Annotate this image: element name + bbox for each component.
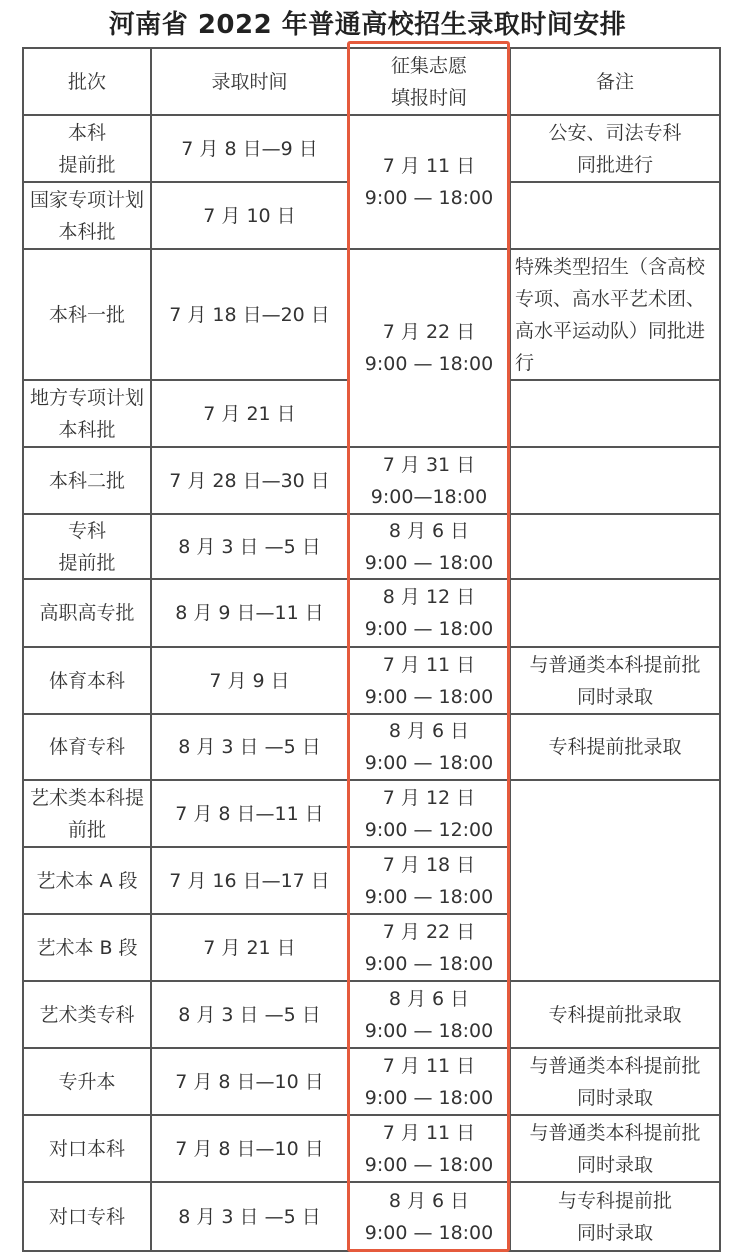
admission-cell: 8 月 9 日—11 日 [175, 602, 324, 624]
batch-cell: 专科 提前批 [58, 519, 116, 574]
admission-cell: 7 月 8 日—10 日 [175, 1070, 324, 1093]
solicit-cell: 7 月 11 日 9:00 — 18:00 [364, 1054, 494, 1109]
solicit-cell: 7 月 31 日 9:00—18:00 [370, 453, 488, 508]
header-solicit-time: 征集志愿 填报时间 [390, 54, 467, 109]
batch-cell: 艺术本 B 段 [36, 936, 138, 959]
solicit-cell: 8 月 12 日 9:00 — 18:00 [364, 586, 494, 640]
admission-cell: 8 月 3 日 —5 日 [178, 1205, 321, 1228]
remark-cell: 专科提前批录取 [548, 1003, 682, 1026]
header-batch: 批次 [67, 70, 106, 93]
remark-cell [511, 183, 719, 248]
grid-line [22, 181, 349, 183]
grid-line [509, 181, 721, 183]
solicit-cell: 7 月 22 日 9:00 — 18:00 [364, 321, 494, 375]
solicit-cell: 7 月 11 日 9:00 — 18:00 [364, 1121, 494, 1176]
grid-line [509, 379, 721, 381]
grid-line [719, 47, 721, 1252]
header-admission-time: 录取时间 [211, 70, 288, 93]
admission-cell: 8 月 3 日 —5 日 [178, 1003, 321, 1026]
batch-cell: 本科一批 [48, 303, 125, 326]
batch-cell: 地方专项计划 本科批 [29, 386, 144, 441]
batch-cell: 专升本 [58, 1070, 116, 1093]
solicit-cell: 7 月 22 日 9:00 — 18:00 [364, 920, 494, 975]
admission-cell: 7 月 21 日 [203, 936, 296, 959]
batch-cell: 艺术本 A 段 [36, 869, 138, 892]
batch-cell: 高职高专批 [39, 602, 135, 624]
batch-cell: 艺术类本科提 前批 [29, 786, 144, 841]
batch-cell: 对口本科 [48, 1137, 125, 1160]
remark-cell [511, 515, 719, 578]
solicit-cell: 7 月 11 日 9:00 — 18:00 [364, 155, 494, 209]
solicit-cell: 8 月 6 日 9:00 — 18:00 [364, 519, 494, 574]
solicit-cell: 7 月 11 日 9:00 — 18:00 [364, 653, 494, 708]
remark-cell: 与专科提前批 同时录取 [557, 1189, 672, 1244]
admission-cell: 7 月 8 日—9 日 [181, 137, 318, 160]
solicit-cell: 7 月 12 日 9:00 — 12:00 [364, 786, 494, 841]
page-title: 河南省 2022 年普通高校招生录取时间安排 [108, 10, 627, 40]
admission-cell: 8 月 3 日 —5 日 [178, 535, 321, 558]
remark-cell: 与普通类本科提前批 同时录取 [529, 1121, 701, 1176]
remark-cell: 专科提前批录取 [548, 736, 682, 758]
solicit-cell: 8 月 6 日 9:00 — 18:00 [364, 720, 494, 774]
admission-cell: 7 月 21 日 [203, 402, 296, 425]
admission-cell: 7 月 10 日 [203, 204, 296, 227]
solicit-column-highlight [347, 41, 510, 1252]
batch-cell: 艺术类专科 [39, 1003, 135, 1026]
batch-cell: 国家专项计划 本科批 [29, 188, 144, 243]
grid-line [22, 379, 349, 381]
remark-cell: 与普通类本科提前批 同时录取 [529, 1054, 701, 1109]
batch-cell: 体育本科 [48, 669, 125, 692]
admission-cell: 7 月 16 日—17 日 [169, 869, 330, 892]
remark-cell: 与普通类本科提前批 同时录取 [529, 653, 701, 708]
batch-cell: 本科 提前批 [58, 121, 116, 176]
grid-line [22, 47, 24, 1252]
admission-cell: 7 月 8 日—11 日 [175, 802, 324, 825]
admission-cell: 8 月 3 日 —5 日 [178, 736, 321, 758]
batch-cell: 本科二批 [48, 469, 125, 492]
batch-cell: 对口专科 [48, 1205, 125, 1228]
header-remark: 备注 [595, 70, 634, 93]
solicit-cell: 7 月 18 日 9:00 — 18:00 [364, 853, 494, 908]
batch-cell: 体育专科 [48, 736, 125, 758]
remark-cell [511, 448, 719, 513]
admission-cell: 7 月 28 日—30 日 [169, 469, 330, 492]
admission-cell: 7 月 9 日 [209, 669, 290, 692]
remark-cell [511, 381, 719, 446]
remark-cell [511, 580, 719, 646]
admission-cell: 7 月 8 日—10 日 [175, 1137, 324, 1160]
solicit-cell: 8 月 6 日 9:00 — 18:00 [364, 987, 494, 1042]
remark-cell: 公安、司法专科 同批进行 [548, 121, 682, 176]
remark-cell: 特殊类型招生（含高校 专项、高水平艺术团、 高水平运动队）同批进 行 [515, 255, 706, 374]
admission-cell: 7 月 18 日—20 日 [169, 303, 330, 326]
remark-cell [511, 781, 719, 980]
grid-line [150, 47, 152, 1252]
solicit-cell: 8 月 6 日 9:00 — 18:00 [364, 1189, 494, 1244]
